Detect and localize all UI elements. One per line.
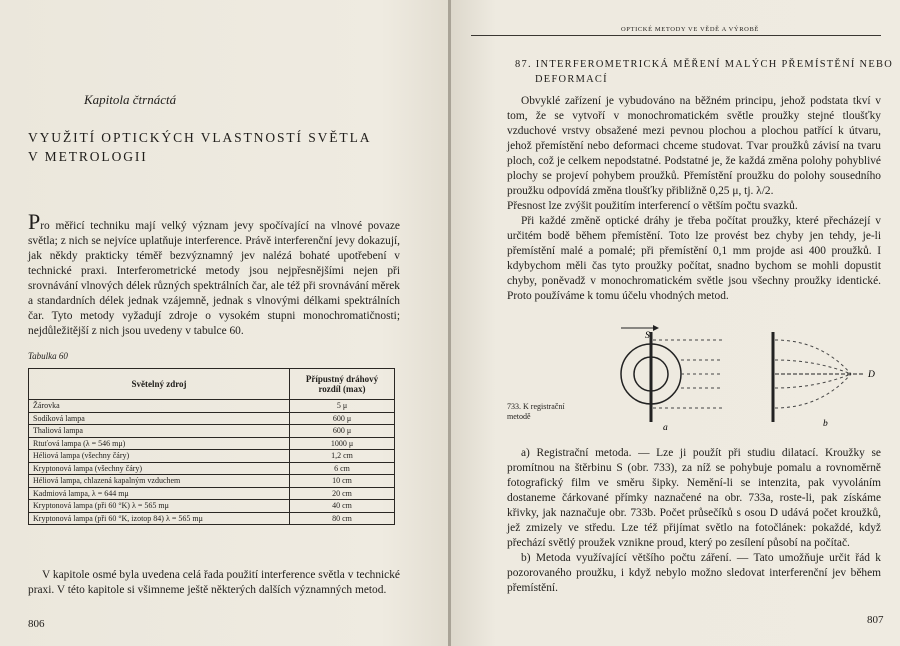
section-title-line2: DEFORMACÍ bbox=[535, 74, 608, 85]
table-cell-source: Héliová lampa, chlazená kapalným vzduchem bbox=[29, 475, 290, 488]
table-cell-value: 1,2 cm bbox=[290, 450, 395, 463]
right-page bbox=[451, 0, 900, 646]
closing-paragraph: V kapitole osmé byla uvedena celá řada použití interference světla v technické praxi. V této kapitole si všimneme ještě některých dalších významných metod. bbox=[28, 569, 400, 596]
figure-label-a: a bbox=[663, 423, 668, 433]
table-cell-source: Kryptonová lampa (všechny čáry) bbox=[29, 462, 290, 475]
table-col-value-header bbox=[290, 369, 395, 400]
figure-733 bbox=[645, 326, 881, 434]
table-cell-value: 5 μ bbox=[290, 400, 395, 413]
table-col-value-header-line2: rozdíl (max) bbox=[318, 384, 366, 394]
intro-paragraph bbox=[28, 209, 400, 339]
table-cell-source: Kryptonová lampa (při 60 °K, izotop 84) λ = 565 mμ bbox=[29, 512, 290, 525]
item-a-registration-method: a) Registrační metoda. — Lze ji použít při studiu dilatací. Kroužky se promítnou na štěrbinu S (obr. 733), za níž se pohybuje pomalu a rovnoměrně fotografický film ve směru šipky. Nemění-li se intenzita, pak vyvoláním dostaneme čárkované přímky naznačené na obr. 733a, roste-li, pak získáme křivky, jak naznačuje obr. 733b. Počet průsečíků s osou D udává počet kroužků, jež zmizely ve středu. Lze též přijímat světlo na fotočlánek: pokaždé, když přechází světlý proužek vznikne proud, který po zesílení působí na počítač. bbox=[507, 447, 881, 549]
page-number-right: 807 bbox=[867, 614, 884, 626]
figure-caption bbox=[507, 402, 565, 422]
section-title bbox=[515, 57, 893, 87]
paragraph-1: Obvyklé zařízení je vybudováno na běžném principu, jehož podstata tkví v tom, že se vytvoří v monochromatickém světle proužky stejné tloušťky vzduchové vrstvy obsažené mezi pevnou plochou a plochou patřící k útvaru, jehož přemístění nebo deformaci chceme studovat. Tvar proužků závisí na tvaru ploch, což je celkem nepodstatné. Podstatné je, že každá změna polohy pohyblivé plochy se projeví pohybem proužků. Přemístění proužku do polohy sousedního proužku odpovídá změna tloušťky přibližně 0,25 μ, tj. λ/2. bbox=[507, 95, 881, 197]
table-cell-value: 1000 μ bbox=[290, 437, 395, 450]
table-cell-value: 20 cm bbox=[290, 487, 395, 500]
intro-paragraph-text: ro měřicí techniku mají velký význam jevy spočívající na vlnové povaze světla; z nich se nejvíce uplatňuje interference. Právě interferenční jevy dokazují, jak někdy prakticky téměř bezvýznamný jev nalézá bohaté upotřebení v technické praxi. Interferometrické metody jsou nejpřesnějšími nejen při srovnávání vlnových délek různých spektrálních čar, ale též při srovnávání měrek a standardních délek jednak vzájemně, jednak s vlnovými délkami spektrálních čar. Tyto metody vyžadují zdroje o vysokém stupni monochromatičnosti; nejdůležitější z nich jsou uvedeny v tabulce 60. bbox=[28, 220, 400, 337]
table-cell-source: Žárovka bbox=[29, 400, 290, 413]
chapter-title bbox=[28, 128, 371, 166]
table-cell-source: Kadmiová lampa, λ = 644 mμ bbox=[29, 487, 290, 500]
table-cell-source: Héliová lampa (všechny čáry) bbox=[29, 450, 290, 463]
table-row bbox=[29, 462, 395, 475]
table-col-source-header: Světelný zdroj bbox=[29, 369, 290, 400]
running-head-rule bbox=[471, 35, 881, 36]
table-header-row bbox=[29, 369, 395, 400]
table-row bbox=[29, 450, 395, 463]
left-page bbox=[0, 0, 449, 646]
table-row bbox=[29, 512, 395, 525]
table-cell-source: Sodíková lampa bbox=[29, 412, 290, 425]
table-cell-value: 10 cm bbox=[290, 475, 395, 488]
intro-block bbox=[28, 209, 400, 339]
body-block-bottom bbox=[507, 446, 881, 596]
light-source-table bbox=[28, 368, 395, 525]
running-head: OPTICKÉ METODY VE VĚDĚ A VÝROBĚ bbox=[621, 26, 759, 33]
item-b-multi-wavelength-method: b) Metoda využívající většího počtu záření. — Tato umožňuje určit řád k pozorovaného proužku, i když nebylo možno sledovat interferenční jev během přemístění. bbox=[507, 552, 881, 594]
table-row bbox=[29, 500, 395, 513]
table-cell-value: 80 cm bbox=[290, 512, 395, 525]
paragraph-3: Při každé změně optické dráhy je třeba počítat proužky, které přecházejí v určitém bodě během přemístění. Toto lze provést bez chyby jen tehdy, je-li přemístění malé a pomalé; při přemístění 0,1 mm projde asi 400 proužků. I kdybychom měli čas tyto proužky počítat, snadno bychom se mohli dopustit chyby, poněvadž v monochromatickém světle jsou všechny proužky identické. Proto používáme k tomu účelu vhodných metod. bbox=[507, 215, 881, 302]
table-col-value-header-line1: Přípustný dráhový bbox=[305, 374, 379, 384]
section-title-line1: 87. INTERFEROMETRICKÁ MĚŘENÍ MALÝCH PŘEMÍSTĚNÍ NEBO bbox=[515, 59, 894, 70]
chapter-title-line2: V METROLOGII bbox=[28, 149, 148, 164]
table-caption: Tabulka 60 bbox=[28, 351, 68, 361]
table-cell-value: 600 μ bbox=[290, 425, 395, 438]
page-number-left: 806 bbox=[28, 618, 45, 630]
table-row bbox=[29, 487, 395, 500]
table-row bbox=[29, 412, 395, 425]
table-row bbox=[29, 425, 395, 438]
table-cell-source: Rtuťová lampa (λ = 546 mμ) bbox=[29, 437, 290, 450]
figure-733a-diagram bbox=[621, 325, 723, 422]
table-cell-value: 600 μ bbox=[290, 412, 395, 425]
drop-cap: P bbox=[28, 209, 41, 234]
table-row bbox=[29, 475, 395, 488]
table-cell-value: 40 cm bbox=[290, 500, 395, 513]
figure-caption-line2: metodě bbox=[507, 412, 531, 421]
figure-733b-diagram bbox=[773, 332, 865, 422]
table-row bbox=[29, 437, 395, 450]
chapter-title-line1: VYUŽITÍ OPTICKÝCH VLASTNOSTÍ SVĚTLA bbox=[28, 130, 372, 145]
body-block-top bbox=[507, 94, 881, 304]
closing-block bbox=[28, 568, 400, 598]
chapter-label: Kapitola čtrnáctá bbox=[84, 92, 177, 107]
figure-label-s: S bbox=[645, 331, 650, 341]
table-row bbox=[29, 400, 395, 413]
table-cell-value: 6 cm bbox=[290, 462, 395, 475]
table-cell-source: Kryptonová lampa (při 60 °K) λ = 565 mμ bbox=[29, 500, 290, 513]
figure-label-b: b bbox=[823, 419, 828, 429]
figure-label-d: D bbox=[868, 370, 875, 380]
table-cell-source: Thaliová lampa bbox=[29, 425, 290, 438]
paragraph-2: Přesnost lze zvýšit použitím interferencí o větším počtu svazků. bbox=[507, 200, 798, 212]
figure-caption-line1: 733. K registrační bbox=[507, 402, 565, 411]
